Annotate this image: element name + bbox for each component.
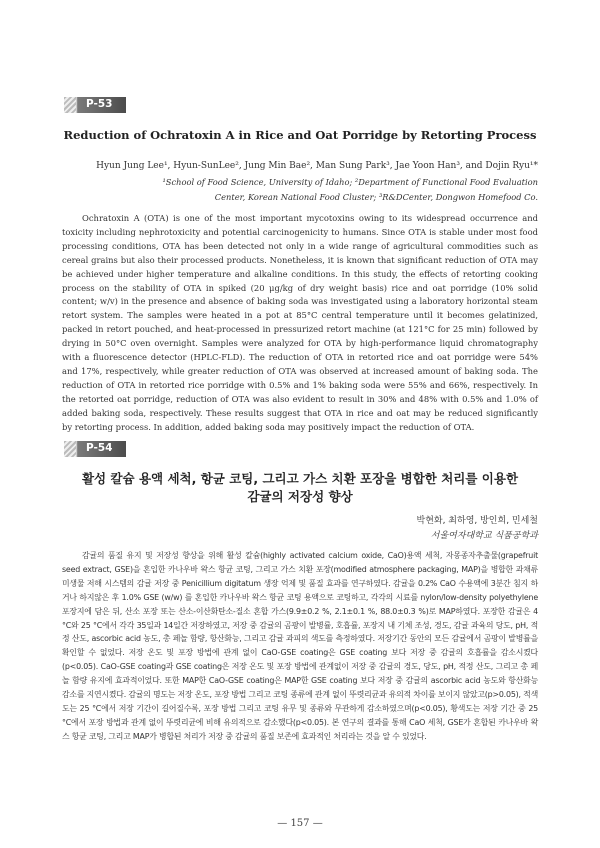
section-tag-label: P-53 [86,98,113,110]
abstract-p53: Ochratoxin A (OTA) is one of the most important mycotoxins owing to its widespread occurrence and toxicity including nephrotoxicity and potential carcinogenicity to humans. Since OTA is stable under most food processing conditions, OTA has been detected not only in a wide range of agricultural commodities such as cereal grains but also their processed products. Nonetheless, it is known that significant reduction of OTA may be achieved under higher temperature and alkaline conditions. In this study, the effects of retorting cooking process on the stability of OTA in spiked (20 μg/kg of dry weight basis) rice and oat porridge (10% solid content; w/v) in the presence and absence of baking soda was investigated using a laboratory horizontal steam retort system. The samples were heated in a pot at 85°C central temperature until it becomes gelatinized, packed in retort pouched, and heat-processed in pressurized retort machine (at 121°C for 25 min) followed by drying in 50°C oven overnight. Samples were analyzed for OTA by high-performance liquid chromatography with a fluorescence detector (HPLC-FLD). The reduction of OTA in retorted rice and oat porridge were 54% and 17%, respectively, while greater reduction of OTA was observed at increased amount of baking soda. The reduction of OTA in retorted rice porridge with 0.5% and 1% baking soda were 55% and 66%, respectively. In the retorted oat porridge, reduction of OTA was also evident to result in 30% and 48% with 0.5% and 1.0% of added baking soda, respectively. These results suggest that OTA in rice and oat may be reduced significantly by retorting process. In addition, added baking soda may positively impact the reduction of OTA. [62,213,538,432]
section-tag-p54 [64,441,126,457]
section-tag-p53 [64,97,126,113]
affiliation-line-1-p53: ¹School of Food Science, University of Idaho; ²Department of Functional Food Evaluation [162,177,538,187]
author-list-p53: Hyun Jung Lee¹, Hyun-SunLee², Jung Min Bae², Man Sung Park³, Jae Yoon Han³, and Dojin Ryu¹* [96,161,538,171]
abstract-p54: 감귤의 품질 유지 및 저장성 향상을 위해 활성 칼슘(highly activated calcium oxide, CaO)용액 세척, 자몽종자추출물(grapefruit seed extract, GSE)을 혼입한 카나우바 왁스 항균 코팅, 그리고 가스 치환 포장(modified atmosphere packaging, MAP)을 병합한 과채류 미생물 저해 시스템의 감귤 저장 중 Penicillium digitatum 생장 억제 및 품질 효과를 연구하였다. 감귤을 0.2% CaO 수용액에 3분간 침지 하거나 하지않은 후 1.0% GSE (w/w) 를 혼입한 카나우바 왁스 항균 코팅 용액으로 코팅하고, 각각의 시료를 nylon/low-density polyethylene 포장지에 담은 뒤, 산소 포장 또는 산소-이산화탄소-질소 혼합 가스(9.9±0.2 %, 2.1±0.1 %, 88.0±0.3 %)로 MAP하였다. 포장한 감귤은 4 °C와 25 °C에서 각각 35일과 14일간 저장하였고, 저장 중 감귤의 곰팡이 발병률, 호흡률, 포장지 내 기체 조성, 경도, 감귤 과육의 당도, pH, 적정 산도, ascorbic acid 농도, 총 페놀 함량, 항산화능, 그리고 감귤 과피의 색도를 측정하였다. 저장기간 동안의 모든 감귤에서 곰팡이 발병률을 확인할 수 없었다. 저장 온도 및 포장 방법에 관계 없이 CaO-GSE coating은 GSE coating 보다 저장 중 감귤의 호흡률을 감소시켰다(p<0.05). CaO-GSE coating과 GSE coating은 저장 온도 및 포장 방법에 관계없이 저장 중 감귤의 경도, 당도, pH, 적정 산도, 그리고 총 페놀 함량 유지에 효과적이었다. 또한 MAP한 CaO-GSE coating은 MAP한 GSE coating 보다 저장 중 감귤의 ascorbic acid 농도와 항산화능 감소를 지연시켰다. 감귤의 명도는 저장 온도, 포장 방법 그리고 코팅 종류에 관계 없이 뚜렷리균과 유의적 차이를 보이지 않았고(p>0.05), 적색도는 25 °C에서 저장 기간이 길어질수록, 포장 방법 그리고 코팅 유무 및 종류와 무관하게 감소하였으며(p<0.05), 황색도는 저장 기간 중 25 °C에서 포장 방법과 관계 없이 뚜렷리균에 비해 유의적으로 감소했다(p<0.05). 본 연구의 결과를 통해 CaO 세척, GSE가 혼합된 카나우바 왁스 항균 코팅, 그리고 MAP가 병합된 처리가 저장 중 감귤의 품질 보존에 효과적인 처리라는 것을 알 수 있었다. [62,551,538,741]
author-list-p54: 박현화, 최하영, 방인희, 민세철 [416,516,538,526]
paper-title-p54-line1: 활성 칼슘 용액 세척, 항균 코팅, 그리고 가스 치환 포장을 병합한 처리를 이용한 [81,471,519,486]
section-tag-label: P-54 [86,442,113,454]
paper-title-p53: Reduction of Ochratoxin A in Rice and Oat Porridge by Retorting Process [63,128,537,142]
affiliation-p54: 서울여자대학교 식품공학과 [430,531,538,541]
affiliation-line-2-p53: Center, Korean National Food Cluster; ³R&DCenter, Dongwon Homefood Co. [214,192,538,202]
page-number: — 157 — [277,818,323,829]
paper-title-p54-line2: 감귤의 저장성 향상 [247,489,353,504]
